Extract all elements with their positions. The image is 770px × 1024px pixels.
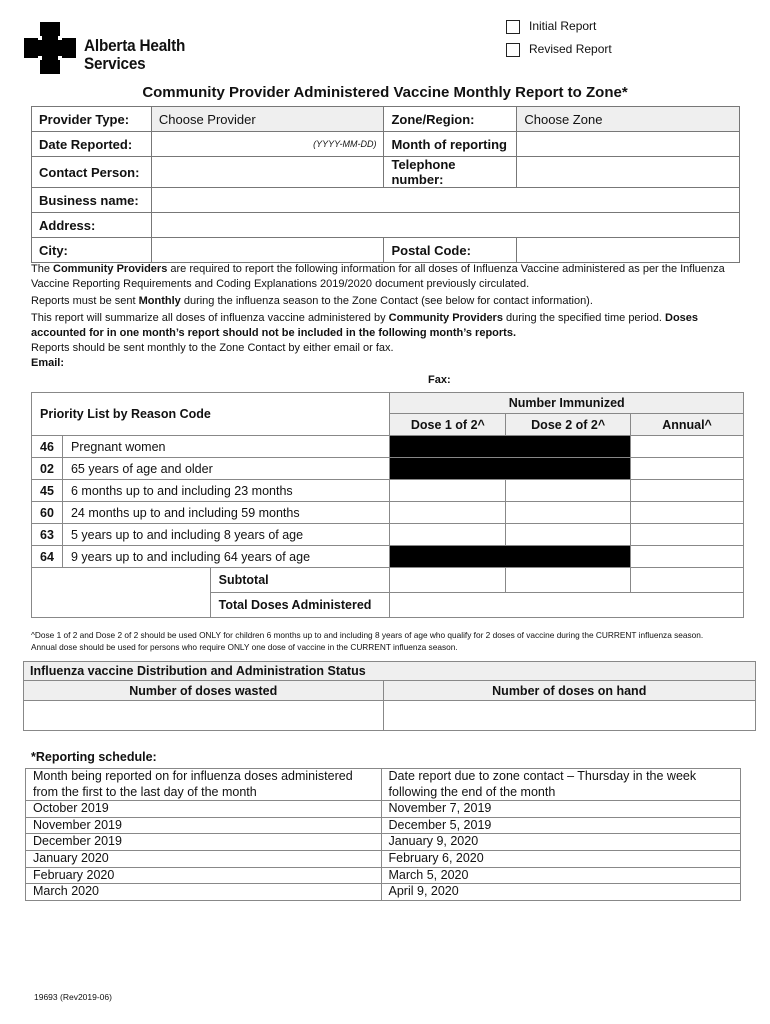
schedule-due: November 7, 2019 bbox=[381, 801, 740, 818]
revised-report-checkbox[interactable] bbox=[506, 43, 520, 57]
reason-code: 45 bbox=[32, 480, 63, 502]
dose2-input[interactable] bbox=[506, 502, 631, 524]
schedule-due: March 5, 2020 bbox=[381, 867, 740, 884]
city-input[interactable] bbox=[151, 238, 384, 263]
zone-label: Zone/Region: bbox=[384, 107, 517, 132]
table-row bbox=[26, 867, 741, 884]
subtotal-label: Subtotal bbox=[210, 568, 390, 593]
dose1-input[interactable] bbox=[390, 502, 506, 524]
annual-header: Annual^ bbox=[631, 414, 744, 436]
telephone-label: Telephone number: bbox=[384, 157, 517, 188]
schedule-month: October 2019 bbox=[26, 801, 382, 818]
table-row bbox=[26, 834, 741, 851]
dose2-header: Dose 2 of 2^ bbox=[506, 414, 631, 436]
dose1-header: Dose 1 of 2^ bbox=[390, 414, 506, 436]
logo-line-2: Services bbox=[84, 54, 146, 73]
address-input[interactable] bbox=[151, 213, 739, 238]
schedule-due: January 9, 2020 bbox=[381, 834, 740, 851]
schedule-month: February 2020 bbox=[26, 867, 382, 884]
schedule-month: March 2020 bbox=[26, 884, 382, 901]
initial-report-option[interactable] bbox=[506, 19, 596, 34]
distribution-table bbox=[23, 661, 756, 731]
reason-code: 60 bbox=[32, 502, 63, 524]
dose-footnote bbox=[31, 629, 766, 653]
blocked-cell bbox=[390, 458, 631, 480]
postal-code-input[interactable] bbox=[517, 238, 740, 263]
subtotal-annual[interactable] bbox=[631, 568, 744, 593]
logo-line-1: Alberta Health bbox=[84, 36, 186, 55]
reason-label: 65 years of age and older bbox=[62, 458, 389, 480]
table-row bbox=[26, 817, 741, 834]
blank-cell bbox=[32, 568, 211, 618]
table-row bbox=[32, 546, 744, 568]
table-row bbox=[26, 850, 741, 867]
ahs-cross-icon bbox=[24, 22, 76, 74]
reason-code: 46 bbox=[32, 436, 63, 458]
reason-label: 9 years up to and including 64 years of age bbox=[62, 546, 389, 568]
email-label: Email: bbox=[31, 357, 65, 369]
instruction-paragraph-4: Reports should be sent monthly to the Zone Contact by either email or fax. bbox=[31, 342, 394, 354]
schedule-col2-header: Date report due to zone contact – Thursday in the week following the end of the month bbox=[381, 769, 740, 801]
date-format-hint: (YYYY-MM-DD) bbox=[313, 139, 377, 149]
contact-person-label: Contact Person: bbox=[32, 157, 152, 188]
ahs-logo bbox=[24, 22, 76, 77]
reason-code: 02 bbox=[32, 458, 63, 480]
initial-report-label: Initial Report bbox=[529, 19, 597, 33]
distribution-title: Influenza vaccine Distribution and Administration Status bbox=[24, 662, 756, 681]
provider-type-label: Provider Type: bbox=[32, 107, 152, 132]
instruction-paragraph-2: Reports must be sent Monthly during the influenza season to the Zone Contact (see below for contact information). bbox=[31, 295, 593, 307]
total-doses-input[interactable] bbox=[390, 593, 744, 618]
date-reported-label: Date Reported: bbox=[32, 132, 152, 157]
telephone-input[interactable] bbox=[517, 157, 740, 188]
provider-info-table bbox=[31, 106, 740, 263]
table-row bbox=[32, 436, 744, 458]
schedule-col1-header: Month being reported on for influenza doses administered from the first to the last day of the month bbox=[26, 769, 382, 801]
revised-report-option[interactable] bbox=[506, 42, 612, 57]
page-title: Community Provider Administered Vaccine Monthly Report to Zone* bbox=[142, 84, 628, 101]
city-label: City: bbox=[32, 238, 152, 263]
reason-label: 6 months up to and including 23 months bbox=[62, 480, 389, 502]
business-name-input[interactable] bbox=[151, 188, 739, 213]
fax-label: Fax: bbox=[428, 374, 451, 386]
date-reported-input[interactable] bbox=[151, 132, 384, 157]
month-reporting-label: Month of reporting bbox=[384, 132, 517, 157]
schedule-month: December 2019 bbox=[26, 834, 382, 851]
schedule-month: November 2019 bbox=[26, 817, 382, 834]
schedule-month: January 2020 bbox=[26, 850, 382, 867]
postal-code-label: Postal Code: bbox=[384, 238, 517, 263]
provider-type-select[interactable]: Choose Provider bbox=[151, 107, 384, 132]
table-row bbox=[26, 884, 741, 901]
contact-person-input[interactable] bbox=[151, 157, 384, 188]
address-label: Address: bbox=[32, 213, 152, 238]
subtotal-dose1[interactable] bbox=[390, 568, 506, 593]
form-number: 19693 (Rev2019-06) bbox=[34, 992, 112, 1002]
dose2-input[interactable] bbox=[506, 480, 631, 502]
reason-code: 64 bbox=[32, 546, 63, 568]
table-row bbox=[32, 458, 744, 480]
instruction-paragraph-3: This report will summarize all doses of influenza vaccine administered by Community Providers during the specified time period. Doses accounted for in one month’s report should not be included in the following month’s reports. bbox=[31, 312, 699, 339]
zone-select[interactable]: Choose Zone bbox=[517, 107, 740, 132]
annual-input[interactable] bbox=[631, 436, 744, 458]
reason-code: 63 bbox=[32, 524, 63, 546]
footnote-line-1: ^Dose 1 of 2 and Dose 2 of 2 should be used ONLY for children 6 months up to and including 8 years of age who qualify for 2 doses of vaccine during the CURRENT influenza season. bbox=[31, 630, 704, 640]
table-row bbox=[32, 524, 744, 546]
schedule-title: *Reporting schedule: bbox=[31, 750, 157, 764]
subtotal-dose2[interactable] bbox=[506, 568, 631, 593]
annual-input[interactable] bbox=[631, 480, 744, 502]
business-name-label: Business name: bbox=[32, 188, 152, 213]
priority-table bbox=[31, 392, 744, 618]
doses-wasted-header: Number of doses wasted bbox=[24, 681, 384, 701]
table-row bbox=[32, 480, 744, 502]
schedule-due: February 6, 2020 bbox=[381, 850, 740, 867]
month-reporting-input[interactable] bbox=[517, 132, 740, 157]
reason-label: 5 years up to and including 8 years of age bbox=[62, 524, 389, 546]
schedule-table bbox=[25, 768, 741, 901]
blocked-cell bbox=[390, 436, 631, 458]
instruction-paragraph-1: The Community Providers are required to report the following information for all doses of Influenza Vaccine administered as per the Influenza Vaccine Reporting Requirements and Coding Explanations 2019/2020 document previously circulated. bbox=[31, 263, 725, 290]
blocked-cell bbox=[390, 546, 631, 568]
doses-on-hand-header: Number of doses on hand bbox=[383, 681, 756, 701]
doses-on-hand-input[interactable] bbox=[383, 701, 756, 731]
dose1-input[interactable] bbox=[390, 480, 506, 502]
schedule-due: December 5, 2019 bbox=[381, 817, 740, 834]
footnote-line-2: Annual dose should be used for persons who require ONLY one dose of vaccine in the CURRENT influenza season. bbox=[31, 642, 458, 652]
total-doses-label: Total Doses Administered bbox=[210, 593, 390, 618]
annual-input[interactable] bbox=[631, 502, 744, 524]
dose1-input[interactable] bbox=[390, 524, 506, 546]
reason-label: 24 months up to and including 59 months bbox=[62, 502, 389, 524]
instructions bbox=[31, 262, 747, 371]
annual-input[interactable] bbox=[631, 458, 744, 480]
dose2-input[interactable] bbox=[506, 524, 631, 546]
revised-report-label: Revised Report bbox=[529, 42, 612, 56]
priority-list-header: Priority List by Reason Code bbox=[32, 393, 390, 436]
reason-label: Pregnant women bbox=[62, 436, 389, 458]
annual-input[interactable] bbox=[631, 524, 744, 546]
initial-report-checkbox[interactable] bbox=[506, 20, 520, 34]
schedule-due: April 9, 2020 bbox=[381, 884, 740, 901]
table-row bbox=[32, 502, 744, 524]
table-row bbox=[26, 801, 741, 818]
doses-wasted-input[interactable] bbox=[24, 701, 384, 731]
number-immunized-header: Number Immunized bbox=[390, 393, 744, 414]
annual-input[interactable] bbox=[631, 546, 744, 568]
